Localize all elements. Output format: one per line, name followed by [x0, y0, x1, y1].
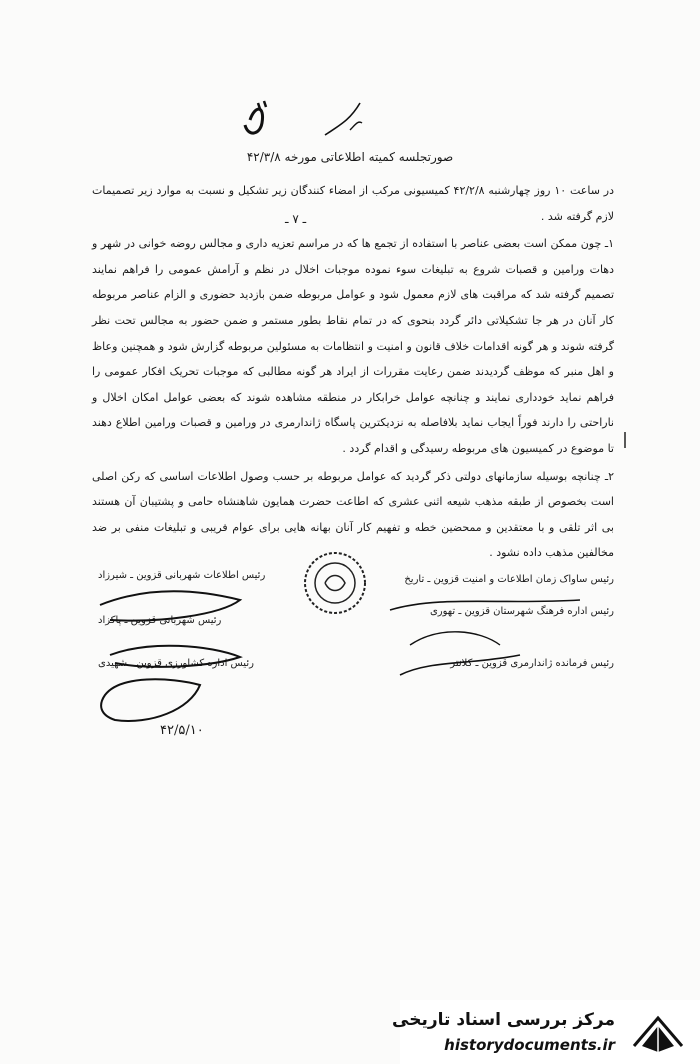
intro-paragraph: در ساعت ۱۰ روز چهارشنبه ۴۲/۲/۸ کمیسیونی مرکب از امضاء کنندگان زیر تشکیل و نسبت به موارد زیر تصمیمات لازم گرفته شد . [92, 184, 614, 223]
signature-line-6: رئیس اداره کشاورزی قزوین ـ شهیدی [98, 658, 254, 669]
official-stamp [300, 548, 370, 618]
signature-line-4: رئیس شهربانی قزوین ـ پاکزاد [98, 615, 222, 626]
watermark-site: historydocuments.ir [444, 1036, 615, 1054]
signature-scribbles-right [380, 585, 620, 715]
signature-line-1: رئیس ساواک زمان اطلاعات و امنیت قزوین ـ تاریخ [404, 574, 614, 585]
signature-line-2: رئیس اداره فرهنگ شهرستان قزوین ـ تهوری [429, 606, 614, 617]
signature-line-3: رئیس اطلاعات شهربانی قزوین ـ شیرزاد [98, 570, 266, 581]
document-body [92, 178, 614, 566]
paragraph-2: ۲ـ چنانچه بوسیله سازمانهای دولتی ذکر گردید که عوامل مربوطه بر حسب وصول اطلاعات اساسی که رکن اصلی است بخصوص از طبقه مذهب شیعه اثنی عشری که اطاعت حضرت همایون شاهنشاه حامی و پشتیبان آن هستند بی اثر تلقی و با معتقدین و ممحضین خطه و تفهیم کار آنان بهانه هایی برای عوام فریبی و تبلیغات منفی بر ضد مخالفین مذهب داده نشود . [92, 469, 614, 560]
margin-tick-mark [620, 430, 630, 450]
paragraph-1: ۱ـ چون ممکن است بعضی عناصر با استفاده از تجمع ها که در مراسم تعزیه داری و مجالس روضه خوانی در شهر و دهات ورامین و قصبات شروع به تبلیغات سوء نموده موجبات اخلال در نظم و آرامش عمومی را فراهم نمایند تصمیم گرفته شد که مراقبت های لازم معمول شود و عوامل مربوطه ضمن بازدید حضوری و الزام عناصر مربوطه کار آنان در هر جا تشکیلاتی دائر گردد بنحوی که در تمام نقاط بطور مستمر و ضمن حضور به مجالس تحت نظر گرفته شوند و هر گونه اقدامات خلاف قانون و امنیت و انتظامات به مسئولین مربوطه گزارش شود و همچنین وعاظ و اهل منبر که موظف گردیدند ضمن رعایت مقررات از ایراد هر گونه مطالبی که موجبات تحریک افکار عمومی را فراهم نماید خودداری نمایند و چنانچه عوامل خرابکار در منطقه مشاهده شوند که بعضی عوامل امکان اخلال و ناراحتی را دارند فوراً ایجاب نماید بلافاصله به نزدیکترین پاسگاه ژاندارمری در ورامین و قصبات ورامین اطلاع دهند تا موضوع در کمیسیون های مربوطه رسیدگی و اقدام گردد . [92, 237, 614, 455]
document-title: صورتجلسه کمیته اطلاعاتی مورخه ۴۲/۳/۸ [246, 150, 454, 164]
watermark-brand: مرکز بررسی اسناد تاریخی [392, 1010, 615, 1030]
watermark-footer [392, 1000, 700, 1064]
handwritten-number: ۴۲/۵/۱۰ [160, 723, 204, 738]
marginal-mark: ـ ۷ ـ [285, 212, 307, 226]
header-handwriting-mark [230, 95, 430, 155]
book-logo-icon [628, 1006, 688, 1058]
signature-line-5: رئیس فرمانده ژاندارمری قزوین ـ کلانتر [450, 658, 614, 669]
